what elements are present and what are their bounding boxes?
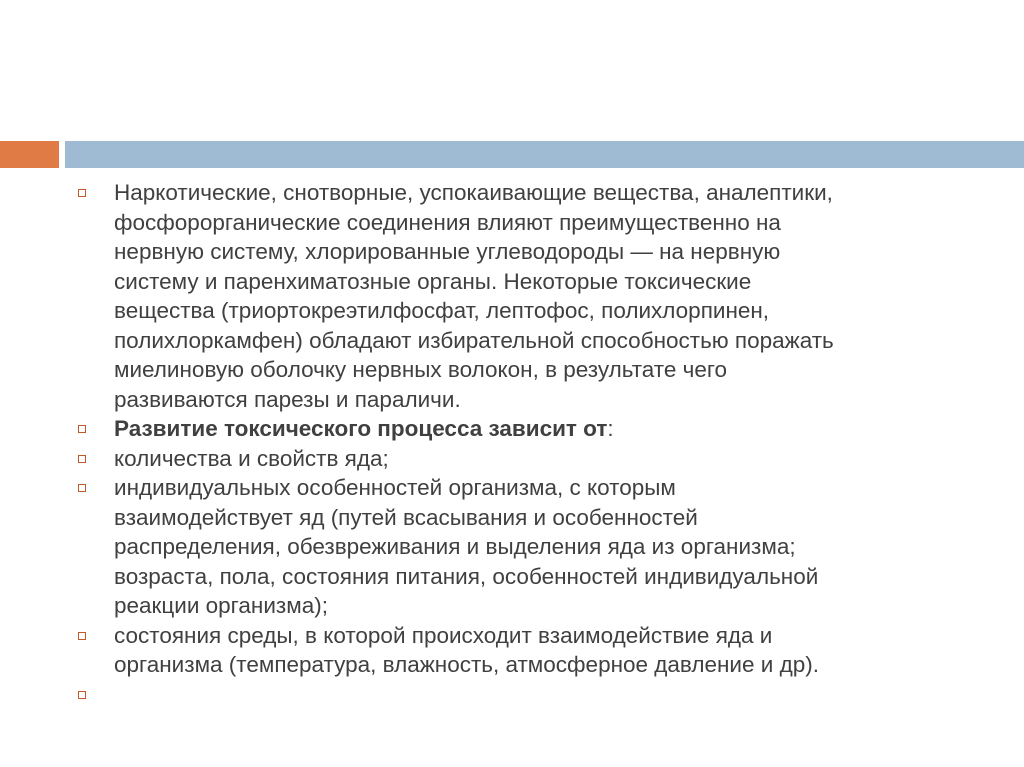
bullet-list [78, 178, 978, 709]
bold-heading-text: Развитие токсического процесса зависит от [114, 416, 608, 441]
text-line: полихлоркамфен) обладают избирательной способностью поражать [114, 327, 834, 353]
bullet-item [78, 473, 978, 621]
accent-bar-blue [65, 141, 1024, 168]
square-outline-icon [78, 691, 86, 699]
bullet-text [114, 446, 389, 471]
text-line: состояния среды, в которой происходит взаимодействие яда и [114, 622, 773, 648]
text-line: вещества (триортокреэтилфосфат, лептофос, полихлорпинен, [114, 298, 770, 323]
square-outline-icon [78, 455, 86, 463]
text-line: количества и свойств яда; [114, 445, 389, 471]
square-outline-icon [78, 425, 86, 433]
text-line: развиваются парезы и параличи. [114, 386, 461, 412]
bullet-text [114, 416, 614, 441]
text-line: взаимодействует яд (путей всасывания и особенностей [114, 504, 698, 530]
text-line: распределения, обезвреживания и выделения яда из организма; [114, 534, 796, 559]
text-line: организма (температура, влажность, атмосферное давление и др). [114, 652, 819, 677]
bullet-item-empty [78, 680, 978, 710]
bullet-item [78, 414, 978, 444]
text-line: Наркотические, снотворные, успокаивающие вещества, аналептики, [114, 180, 833, 205]
bullet-text [114, 475, 818, 618]
text-line: миелиновую оболочку нервных волокон, в результате чего [114, 357, 728, 382]
bullet-item [78, 178, 978, 414]
bullet-text [114, 623, 819, 678]
text-line: систему и паренхиматозные органы. Некоторые токсические [114, 268, 752, 294]
text-line: фосфорорганические соединения влияют преимущественно на [114, 209, 781, 235]
bullet-text [114, 180, 834, 412]
bullet-item [78, 621, 978, 680]
text-tail: : [607, 416, 614, 441]
bullet-item [78, 444, 978, 474]
square-outline-icon [78, 189, 86, 197]
square-outline-icon [78, 484, 86, 492]
square-outline-icon [78, 632, 86, 640]
text-line: индивидуальных особенностей организма, с которым [114, 475, 676, 500]
text-line: возраста, пола, состояния питания, особенностей индивидуальной [114, 563, 819, 589]
text-line: реакции организма); [114, 593, 328, 618]
text-line: нервную систему, хлорированные углеводороды — на нервную [114, 239, 781, 264]
bullet-text [114, 682, 120, 707]
accent-bar-orange [0, 141, 59, 168]
